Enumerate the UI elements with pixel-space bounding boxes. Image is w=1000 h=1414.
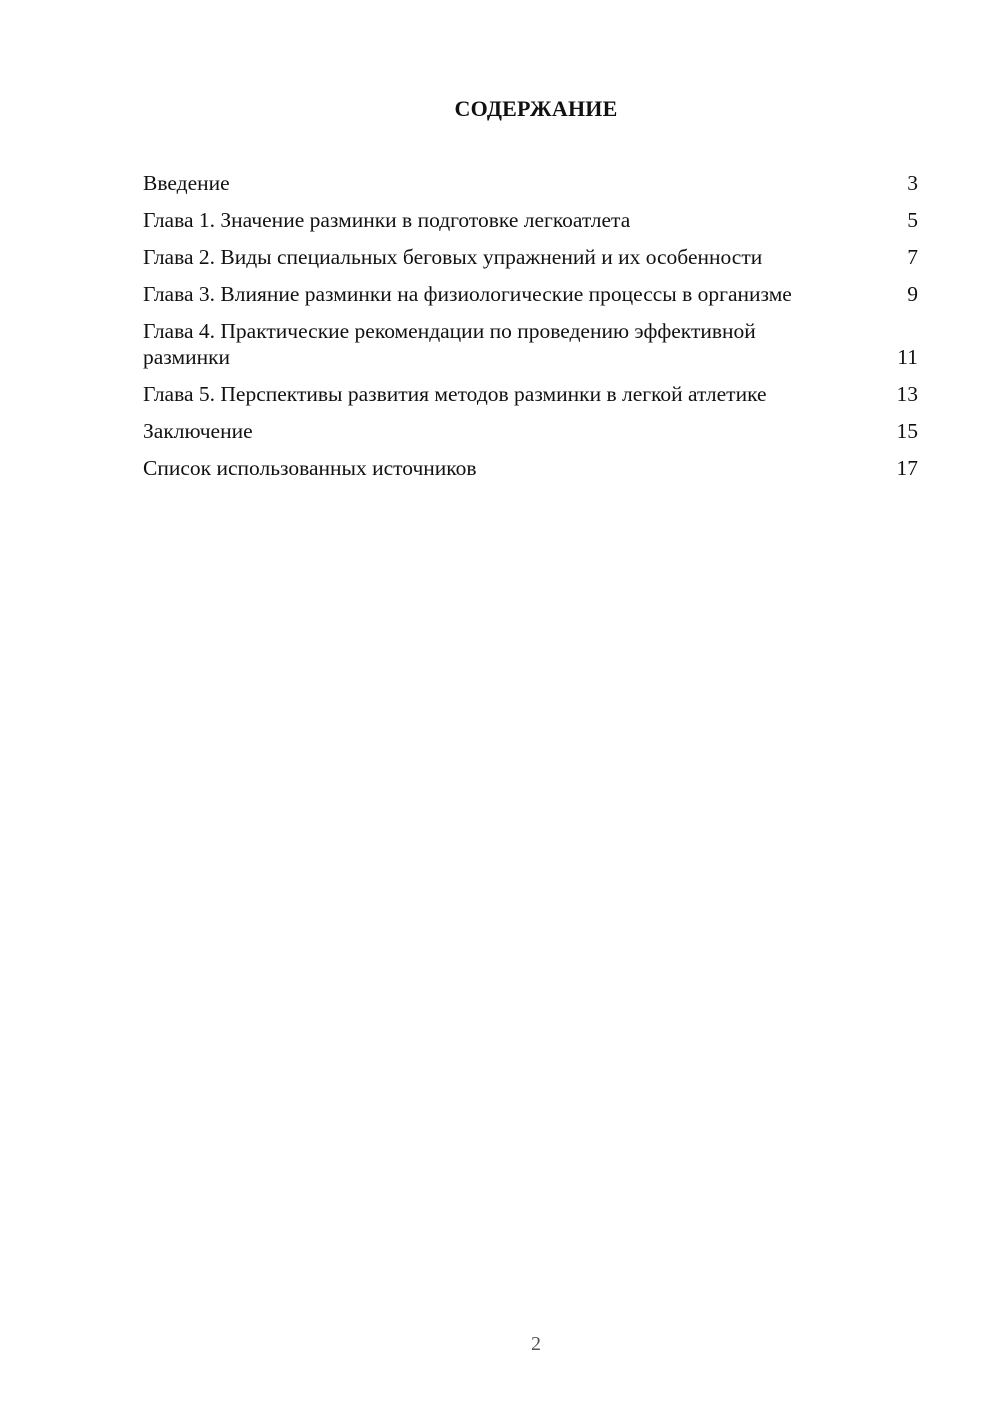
table-of-contents	[143, 170, 918, 492]
toc-entry-page: 9	[907, 282, 918, 306]
toc-entry-conclusion	[143, 418, 918, 444]
page-number: 2	[531, 1333, 541, 1355]
toc-entry-text: Глава 1. Значение разминки в подготовке легкоатлета	[143, 208, 631, 232]
toc-entry-text: Заключение	[143, 419, 253, 443]
toc-entry-chapter-1	[143, 207, 918, 233]
toc-entry-text: Глава 2. Виды специальных беговых упражнений и их особенности	[143, 245, 763, 269]
toc-entry-chapter-2	[143, 244, 918, 270]
toc-entry-page: 3	[907, 171, 918, 195]
toc-entry-chapter-3	[143, 281, 918, 307]
toc-entry-page: 5	[907, 208, 918, 232]
toc-entry-page: 11	[897, 345, 918, 369]
toc-entry-introduction	[143, 170, 918, 196]
toc-entry-text: Список использованных источников	[143, 456, 477, 480]
toc-entry-page: 15	[896, 419, 918, 443]
toc-entry-page: 17	[896, 456, 918, 480]
toc-entry-text: Введение	[143, 171, 230, 195]
toc-entry-chapter-5	[143, 381, 918, 407]
page-title: СОДЕРЖАНИЕ	[454, 96, 618, 121]
toc-entry-chapter-4	[143, 318, 918, 370]
toc-entry-references	[143, 455, 918, 481]
toc-entry-text: Глава 5. Перспективы развития методов разминки в легкой атлетике	[143, 382, 767, 406]
toc-entry-page: 13	[896, 382, 918, 406]
toc-entry-text: Глава 3. Влияние разминки на физиологические процессы в организме	[143, 282, 792, 306]
toc-entry-page: 7	[907, 245, 918, 269]
toc-entry-text: Глава 4. Практические рекомендации по проведению эффективной разминки	[143, 319, 756, 369]
